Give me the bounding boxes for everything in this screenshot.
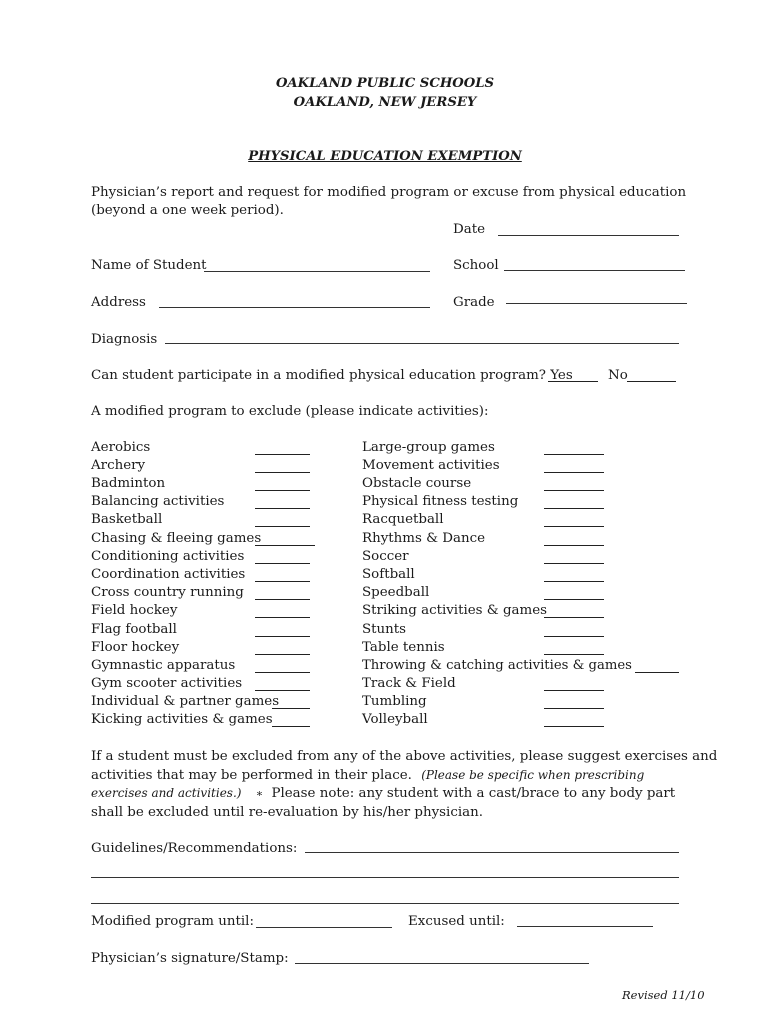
activity-label: Stunts	[362, 622, 407, 637]
signature-field[interactable]	[295, 963, 589, 964]
activity-label: Flag football	[91, 622, 177, 637]
date-label: Date	[453, 222, 486, 237]
activity-label: Badminton	[91, 476, 166, 491]
activity-label: Cross country running	[91, 585, 244, 600]
activity-check-field[interactable]	[255, 508, 310, 509]
activity-check-field[interactable]	[544, 599, 604, 600]
asterisk-icon: ∗	[255, 787, 264, 800]
note-line-2-plain: activities that may be performed in their place.	[91, 768, 412, 783]
participate-no-field[interactable]	[627, 381, 676, 382]
note-line-2-italic: (Please be specific when prescribing	[421, 768, 645, 782]
address-field[interactable]	[159, 307, 430, 308]
excused-until-label: Excused until:	[408, 914, 505, 929]
participate-question: Can student participate in a modified physical education program? Yes	[91, 368, 573, 383]
activity-label: Rhythms & Dance	[362, 531, 486, 546]
activity-label: Volleyball	[362, 712, 428, 727]
activity-check-field[interactable]	[635, 672, 679, 673]
activity-label: Striking activities & games	[362, 603, 548, 618]
guidelines-field-line-3[interactable]	[91, 903, 679, 904]
diagnosis-field[interactable]	[165, 343, 679, 344]
activity-label: Racquetball	[362, 512, 444, 527]
activity-label: Obstacle course	[362, 476, 472, 491]
note-line-3	[91, 784, 675, 803]
grade-label: Grade	[453, 295, 495, 310]
guidelines-field-line-2[interactable]	[91, 877, 679, 878]
activity-check-field[interactable]	[544, 690, 604, 691]
modified-until-field[interactable]	[256, 927, 392, 928]
participate-no-label: No	[608, 368, 628, 383]
activity-label: Chasing & fleeing games	[91, 531, 262, 546]
activity-label: Soccer	[362, 549, 409, 564]
activity-label: Basketball	[91, 512, 163, 527]
activity-check-field[interactable]	[544, 526, 604, 527]
activity-label: Individual & partner games	[91, 694, 280, 709]
school-label: School	[453, 258, 499, 273]
note-line-1: If a student must be excluded from any of the above activities, please suggest exercises and	[91, 749, 718, 764]
activity-check-field[interactable]	[544, 726, 604, 727]
activity-label: Throwing & catching activities & games	[362, 658, 632, 673]
school-location: OAKLAND, NEW JERSEY	[293, 95, 477, 110]
form-title: PHYSICAL EDUCATION EXEMPTION	[248, 149, 522, 164]
intro-line-1: Physician’s report and request for modified program or excuse from physical education	[91, 185, 687, 200]
guidelines-label: Guidelines/Recommendations:	[91, 841, 298, 856]
activity-label: Balancing activities	[91, 494, 225, 509]
activity-label: Table tennis	[362, 640, 445, 655]
activity-label: Movement activities	[362, 458, 500, 473]
date-field[interactable]	[498, 235, 679, 236]
activity-check-field[interactable]	[544, 472, 604, 473]
activity-check-field[interactable]	[544, 490, 604, 491]
activity-label: Gym scooter activities	[91, 676, 243, 691]
activity-check-field[interactable]	[255, 526, 310, 527]
activity-check-field[interactable]	[544, 636, 604, 637]
revision-note: Revised 11/10	[622, 988, 705, 1002]
diagnosis-label: Diagnosis	[91, 332, 158, 347]
activity-check-field[interactable]	[544, 545, 604, 546]
note-line-2	[91, 766, 644, 785]
note-line-4: shall be excluded until re-evaluation by his/her physician.	[91, 805, 483, 820]
activity-check-field[interactable]	[544, 654, 604, 655]
activity-check-field[interactable]	[255, 672, 310, 673]
school-field[interactable]	[504, 270, 685, 271]
excused-until-field[interactable]	[517, 926, 653, 927]
note-line-3-italic: exercises and activities.)	[91, 786, 242, 800]
activity-check-field[interactable]	[255, 617, 310, 618]
activity-check-field[interactable]	[544, 708, 604, 709]
school-name: OAKLAND PUBLIC SCHOOLS	[275, 76, 495, 91]
activity-label: Kicking activities & games	[91, 712, 273, 727]
activity-check-field[interactable]	[272, 708, 310, 709]
activity-check-field[interactable]	[544, 454, 604, 455]
activity-check-field[interactable]	[255, 490, 310, 491]
exclude-prompt: A modified program to exclude (please indicate activities):	[91, 404, 489, 419]
address-label: Address	[91, 295, 146, 310]
student-name-field[interactable]	[204, 271, 430, 272]
activity-check-field[interactable]	[272, 726, 310, 727]
activity-label: Aerobics	[91, 440, 151, 455]
activity-check-field[interactable]	[544, 563, 604, 564]
activity-check-field[interactable]	[544, 617, 604, 618]
activity-label: Speedball	[362, 585, 430, 600]
activity-label: Physical fitness testing	[362, 494, 519, 509]
activity-label: Archery	[91, 458, 146, 473]
activity-label: Conditioning activities	[91, 549, 245, 564]
modified-until-label: Modified program until:	[91, 914, 254, 929]
activity-check-field[interactable]	[544, 508, 604, 509]
participate-yes-field[interactable]	[548, 381, 598, 382]
activity-check-field[interactable]	[255, 472, 310, 473]
activity-check-field[interactable]	[255, 599, 310, 600]
activity-check-field[interactable]	[255, 563, 310, 564]
activity-check-field[interactable]	[544, 581, 604, 582]
intro-line-2: (beyond a one week period).	[91, 203, 284, 218]
activity-label: Coordination activities	[91, 567, 246, 582]
activity-check-field[interactable]	[255, 654, 310, 655]
student-name-label: Name of Student	[91, 258, 207, 273]
grade-field[interactable]	[506, 303, 687, 304]
activity-label: Floor hockey	[91, 640, 180, 655]
activity-check-field[interactable]	[255, 636, 310, 637]
signature-label: Physician’s signature/Stamp:	[91, 951, 289, 966]
activity-label: Gymnastic apparatus	[91, 658, 236, 673]
activity-label: Large-group games	[362, 440, 495, 455]
guidelines-field[interactable]	[305, 852, 679, 853]
activity-label: Track & Field	[362, 676, 456, 691]
activity-label: Softball	[362, 567, 415, 582]
activity-check-field[interactable]	[255, 545, 315, 546]
activity-check-field[interactable]	[255, 454, 310, 455]
activity-check-field[interactable]	[255, 581, 310, 582]
activity-label: Field hockey	[91, 603, 178, 618]
activity-check-field[interactable]	[255, 690, 310, 691]
note-line-3-plain: Please note: any student with a cast/brace to any body part	[271, 786, 676, 801]
activity-label: Tumbling	[362, 694, 427, 709]
